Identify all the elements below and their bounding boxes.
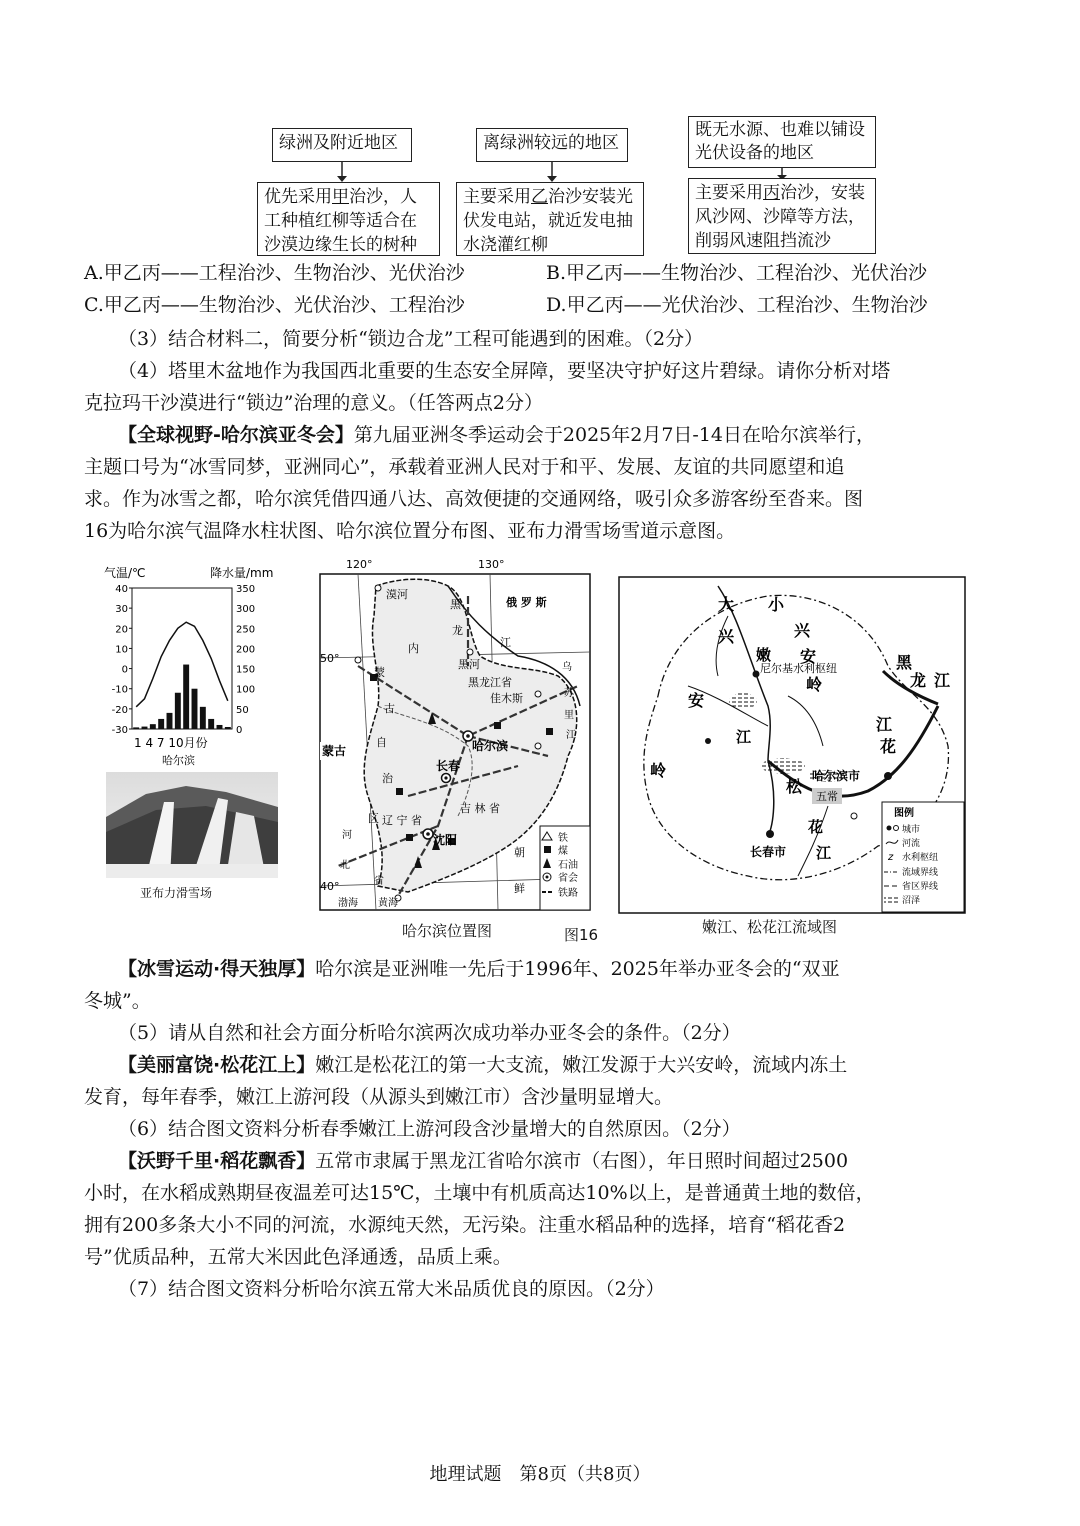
- legend-title: 图例: [894, 808, 914, 819]
- songhua-basin-map: [618, 576, 968, 916]
- option-a: A.甲乙丙——工程治沙、生物治沙、光伏治沙: [84, 262, 465, 284]
- para-snow-text1: 哈尔滨是亚洲唯一先后于1996年、2025年举办亚冬会的“双亚: [315, 958, 840, 980]
- para-rice-line4: 号”优质品种，五常大米因此色泽通透，品质上乘。: [84, 1246, 512, 1268]
- para-global-text1: 第九届亚洲冬季运动会于2025年2月7日-14日在哈尔滨举行，: [353, 424, 876, 446]
- precip-tick: 250: [236, 624, 256, 636]
- temp-tick: 0: [121, 664, 128, 676]
- option-b: B.甲乙丙——生物治沙、工程治沙、光伏治沙: [546, 262, 928, 284]
- map-char: 苏: [564, 688, 574, 699]
- map-char: 江: [566, 730, 576, 741]
- para-rice-text1: 五常市隶属于黑龙江省哈尔滨市（右图），年日照时间超过2500: [315, 1150, 849, 1172]
- flow-box-engineering: [688, 178, 876, 254]
- flow-b2-post: 治沙安装光伏发电站，就近发电抽水浇灌红柳: [463, 187, 633, 255]
- map1-caption: 哈尔滨位置图: [402, 922, 493, 940]
- para-snow-line1: [118, 956, 996, 982]
- precip-tick: 300: [236, 604, 256, 616]
- city-changchun: 长春: [436, 759, 461, 773]
- precip-bar: [142, 727, 148, 729]
- flow-box-oasis: 绿洲及附近地区: [272, 128, 412, 162]
- para-songhua-title: 【美丽富饶·松花江上】: [118, 1054, 316, 1076]
- legend-railway: 铁路: [558, 888, 578, 899]
- precip-tick: 0: [236, 725, 243, 736]
- city-mohe: 漠河: [386, 588, 408, 601]
- legend-river: 河流: [902, 839, 921, 849]
- map-char: 嫩: [756, 646, 772, 664]
- map-char: 安: [800, 647, 817, 666]
- temp-axis-label: 气温/℃: [104, 566, 146, 580]
- map-char: 江: [934, 671, 951, 690]
- map-char: 龙: [910, 671, 927, 690]
- temp-tick: 10: [115, 644, 128, 656]
- map-char: 里: [564, 710, 574, 721]
- flow-box-far-oasis: 离绿洲较远的地区: [476, 128, 628, 162]
- precip-bar: [200, 707, 206, 729]
- map-char: 黑: [450, 598, 461, 611]
- precip-axis-label: 降水量/mm: [210, 566, 274, 580]
- temp-tick: -20: [111, 704, 128, 716]
- temp-curve: [136, 622, 228, 707]
- flow-box-biological: [257, 182, 440, 256]
- map-char: 鲜: [514, 882, 525, 895]
- map-char: 乌: [562, 662, 572, 673]
- precip-bar: [217, 725, 223, 729]
- temp-tick: -10: [111, 684, 128, 696]
- city-harbin-2: 哈尔滨市: [812, 769, 861, 783]
- flow-box-pv: [456, 182, 644, 256]
- para-songhua-line2: 发育，每年春季，嫩江上游河段（从源头到嫩江市）含沙量明显增大。: [84, 1086, 674, 1108]
- question-6: （6）结合图文资料分析春季嫩江上游河段含沙量增大的自然原因。（2分）: [118, 1118, 741, 1140]
- legend-basin: 流域界线: [902, 868, 939, 878]
- province-liaoning: 辽 宁 省: [382, 814, 422, 827]
- page-footer: 地理试题 第8页（共8页）: [429, 1464, 651, 1485]
- province-heilongjiang: 黑龙江省: [468, 676, 512, 689]
- para-songhua-line1: [118, 1052, 996, 1078]
- para-rice-title: 【沃野千里·稻花飘香】: [118, 1150, 316, 1172]
- map-char: 江: [500, 636, 511, 649]
- legend-dam: 水利枢纽: [902, 853, 939, 863]
- map-char: 黑: [896, 653, 913, 672]
- city-harbin: 哈尔滨: [472, 739, 509, 753]
- map-char: 兴: [718, 627, 735, 646]
- temp-tick: -30: [111, 725, 128, 736]
- photo-caption: 亚布力滑雪场: [140, 886, 213, 900]
- para-global-line1: [118, 422, 996, 448]
- map-char: 龙: [452, 624, 463, 637]
- plot-frame: [132, 588, 232, 729]
- label-nierji: 尼尔基水利枢纽: [760, 662, 837, 675]
- flow-b1-pre: 优先采用: [264, 187, 332, 207]
- question-5: （5）请从自然和社会方面分析哈尔滨两次成功举办亚冬会的条件。（2分）: [118, 1022, 741, 1044]
- svg-text:z: z: [888, 852, 894, 863]
- map-char: 江: [816, 844, 832, 862]
- flow-b2-key: 乙: [531, 187, 548, 207]
- flow-box-no-water: 既无水源、也难以铺设光伏设备的地区: [688, 116, 876, 168]
- lon-130: 130°: [478, 558, 505, 571]
- precip-bar: [225, 727, 231, 729]
- climate-chart: [100, 562, 290, 772]
- para-global-title: 【全球视野-哈尔滨亚冬会】: [118, 424, 354, 446]
- legend-marsh: 沼泽: [902, 896, 921, 906]
- precip-bar: [208, 719, 214, 729]
- temp-ticks: [112, 584, 132, 736]
- precip-bar: [183, 665, 189, 729]
- map-char: 治: [382, 772, 393, 785]
- para-global-line2: 主题口号为“冰雪同梦，亚洲同心”，承载着亚洲人民对于和平、发展、友谊的共同愿望和追: [84, 456, 845, 478]
- lat-50: 50°: [320, 652, 340, 665]
- flow-b2-pre: 主要采用: [463, 187, 531, 207]
- flow-b3-post: 治沙，安装风沙网、沙障等方法，削弱风速阻挡流沙: [695, 183, 865, 251]
- map-char: 兴: [794, 621, 811, 640]
- para-global-line3: 求。作为冰雪之都，哈尔滨凭借四通八达、高效便捷的交通网络，吸引众多游客纷至沓来。图: [84, 488, 864, 510]
- map-char: 岭: [806, 675, 823, 694]
- ski-resort-photo: [106, 772, 278, 878]
- para-rice-line2: 小时，在水稻成熟期昼夜温差可达15℃，土壤中有机质高达10%以上，是普通黄土地的数倍，: [84, 1182, 875, 1204]
- legend-province: 省区界线: [902, 882, 939, 892]
- map-char: 省: [374, 876, 384, 887]
- legend-city: 城市: [902, 825, 921, 835]
- legend-capital: 省会: [558, 873, 578, 884]
- precip-bar: [158, 719, 164, 729]
- map-char: 蒙: [374, 666, 385, 679]
- map2-caption: 嫩江、松花江流域图: [702, 918, 838, 936]
- precip-bar: [167, 713, 173, 729]
- temp-tick: 20: [115, 624, 128, 636]
- map-char: 区: [368, 812, 379, 825]
- city-wuchang: 五常: [816, 790, 838, 803]
- option-d: D.甲乙丙——光伏治沙、工程治沙、生物治沙: [546, 294, 928, 316]
- map-char: 安: [688, 691, 705, 710]
- map-char: 内: [408, 642, 419, 655]
- sea-huanghai: 黄海: [378, 898, 398, 909]
- province-jilin: 吉 林 省: [460, 802, 500, 815]
- precip-tick: 200: [236, 644, 256, 656]
- map-char: 江: [876, 715, 893, 734]
- harbin-location-map: [318, 556, 598, 916]
- map-char: 古: [384, 702, 395, 715]
- lon-120: 120°: [346, 558, 373, 571]
- legend-coal: 煤: [558, 846, 568, 857]
- figure-number: 图16: [564, 926, 599, 944]
- precip-bar: [175, 693, 181, 729]
- para-global-line4: 16为哈尔滨气温降水柱状图、哈尔滨位置分布图、亚布力滑雪场雪道示意图。: [84, 520, 736, 542]
- lat-40: 40°: [320, 880, 340, 893]
- country-russia: 俄 罗 斯: [506, 596, 547, 609]
- para-snow-line2: 冬城”。: [84, 990, 151, 1012]
- precip-bar: [150, 724, 156, 729]
- question-7: （7）结合图文资料分析哈尔滨五常大米品质优良的原因。（2分）: [118, 1278, 665, 1300]
- city-shenyang: 沈阳: [433, 833, 458, 847]
- month-labels: 1 4 7 10月份: [134, 736, 208, 750]
- country-mongolia: 蒙古: [322, 744, 347, 758]
- flow-b1-key: 甲: [332, 187, 349, 207]
- precip-tick: 100: [236, 684, 256, 696]
- option-row-2: [84, 292, 996, 318]
- precip-tick: 150: [236, 664, 256, 676]
- option-row-1: [84, 260, 996, 286]
- map-char: 江: [736, 728, 752, 746]
- precip-tick: 50: [236, 704, 249, 716]
- flow-b1-post: 治沙，人工种植红柳等适合在沙漠边缘生长的树种: [264, 187, 417, 255]
- para-snow-title: 【冰雪运动·得天独厚】: [118, 958, 316, 980]
- flow-b3-pre: 主要采用: [695, 183, 763, 203]
- city-heihe: 黑河: [458, 658, 480, 671]
- map-char: 河: [342, 830, 352, 841]
- map-char: 小: [768, 595, 785, 614]
- temp-tick: 30: [115, 604, 128, 616]
- precip-ticks: [236, 584, 255, 736]
- flow-b3-key: 丙: [763, 183, 780, 203]
- precip-bar: [133, 727, 139, 729]
- climate-city: 哈尔滨: [162, 754, 195, 767]
- para-rice-line1: [118, 1148, 996, 1174]
- sea-bohai: 渤海: [338, 898, 358, 909]
- map2-legend: [882, 802, 964, 912]
- para-songhua-text1: 嫩江是松花江的第一大支流，嫩江发源于大兴安岭，流域内冻土: [315, 1054, 848, 1076]
- map-char: 花: [880, 737, 897, 756]
- map-char: 松: [786, 777, 803, 796]
- legend-oil: 石油: [558, 860, 578, 871]
- question-3: （3）结合材料二，简要分析“锁边合龙”工程可能遇到的困难。（2分）: [118, 328, 704, 350]
- map-char: 大: [718, 595, 735, 614]
- map-char: 朝: [514, 846, 525, 859]
- city-changchun-2: 长春市: [750, 845, 787, 859]
- flow-arrows: [0, 0, 1080, 200]
- legend-iron: 铁: [558, 833, 568, 844]
- map-char: 北: [340, 860, 350, 871]
- question-4-line2: 克拉玛干沙漠进行“锁边”治理的意义。（任答两点2分）: [84, 392, 544, 414]
- city-jiamusi: 佳木斯: [490, 692, 523, 705]
- precip-bar: [192, 689, 198, 729]
- para-rice-line3: 拥有200多条大小不同的河流，水源纯天然，无污染。注重水稻品种的选择，培育“稻花香2: [84, 1214, 846, 1236]
- precip-bars: [133, 665, 231, 729]
- precip-tick: 350: [236, 584, 256, 595]
- map1-legend: [540, 826, 590, 910]
- temp-tick: 40: [115, 584, 128, 595]
- map-char: 自: [376, 736, 387, 749]
- map-char: 花: [808, 818, 824, 836]
- question-4-line1: （4）塔里木盆地作为我国西北重要的生态安全屏障，要坚决守护好这片碧绿。请你分析对塔: [118, 360, 891, 382]
- map-char: 岭: [650, 761, 667, 780]
- option-c: C.甲乙丙——生物治沙、光伏治沙、工程治沙: [84, 294, 465, 316]
